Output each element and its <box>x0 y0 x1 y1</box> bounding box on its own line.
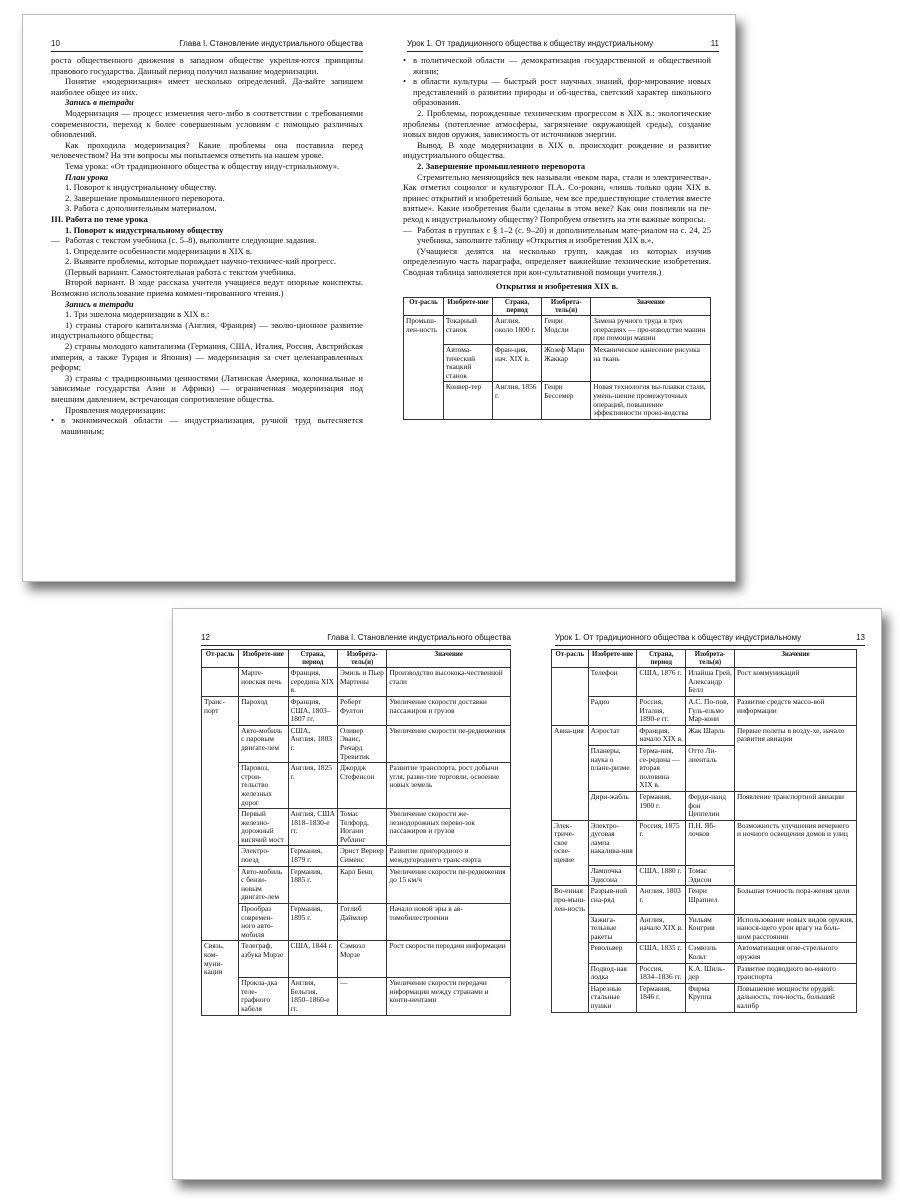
inventor-cell: Сэмюэл Морзе <box>337 941 386 978</box>
inventor-cell: Сэмюэль Кольт <box>686 943 735 963</box>
inventor-cell: А.С. По-пов, Гуль-ельмо Мар-кони <box>686 696 735 725</box>
page-text <box>201 649 511 1016</box>
text-paragraph: Запись в тетради <box>65 298 134 309</box>
chapter-title: Глава I. Становление индустриального общества <box>327 633 511 642</box>
table-row <box>552 866 857 886</box>
significance-cell: Большая точность пора-жения цели <box>734 886 856 914</box>
sector-cell: Транс-порт <box>202 696 239 725</box>
inventor-cell: Илайша Грей, Александр Белл <box>686 668 735 697</box>
country-cell: США, 1876 г. <box>637 668 686 697</box>
page-number: 12 <box>201 633 210 642</box>
country-cell: США, 1835 г. <box>637 943 686 963</box>
page-text <box>51 55 363 436</box>
invention-cell: Телеграф, азбука Морзе <box>239 941 288 978</box>
table-row <box>552 943 857 963</box>
page-11 <box>379 15 735 581</box>
country-cell: Россия, 1875 г. <box>637 820 686 865</box>
invention-cell: Нарезные стальные пушки <box>588 983 637 1012</box>
significance-cell: Увеличение скорости доставки пассажиров и грузов <box>387 696 511 725</box>
significance-cell: Производство высокока-чественной стали <box>387 668 511 697</box>
table-row <box>202 696 511 725</box>
text-paragraph: — Работая с текстом учебника (с. 5–8), выполните следующие задания. <box>51 235 363 246</box>
inventions-table <box>551 649 857 1013</box>
invention-cell: Авто-мобиль с бензи-новым двигате-лем <box>239 866 288 903</box>
invention-cell: Дири-жабль <box>588 791 637 820</box>
text-paragraph: Тема урока: «От традиционного общества к обществу инду-стриальному». <box>65 160 340 171</box>
inventor-cell: Томас Эдисон <box>686 866 735 886</box>
significance-cell: Первые полеты в возду-хе, начало развития авиации <box>734 725 856 745</box>
page-text <box>403 55 711 420</box>
inventor-cell: Эмиль и Пьер Мартены <box>337 668 386 697</box>
column-header: Изобрете-ние <box>239 650 288 668</box>
inventor-cell: Роберт Фултон <box>337 696 386 725</box>
sector-cell: Авиа-ция <box>552 725 589 745</box>
table-row <box>202 763 511 809</box>
text-paragraph: 2. Завершение промышленного переворота. <box>65 192 225 203</box>
top-spread <box>22 14 736 582</box>
inventor-cell: Генри Бессемер <box>542 382 591 419</box>
table-row <box>552 696 857 725</box>
significance-cell: Начало новой эры в ав-томобилестроении <box>387 904 511 941</box>
table-row <box>202 941 511 978</box>
column-header: Страна, период <box>637 650 686 668</box>
sector-cell <box>552 696 589 725</box>
country-cell: Англия, США 1818–1830-е гг. <box>288 809 337 846</box>
lesson-title: Урок 1. От традиционного общества к обществу индустриальному <box>555 633 802 642</box>
text-paragraph: III. Работа по теме урока <box>51 213 148 224</box>
text-paragraph: Понятие «модернизация» имеет несколько определений. Да-вайте запишем наиболее общее из них. <box>51 76 363 97</box>
text-paragraph: • в экономической области — индустриализация, ручной труд вытесняется машинным; <box>51 415 363 436</box>
inventor-cell: К.А. Шиль-дер <box>686 963 735 983</box>
table-row <box>552 791 857 820</box>
country-cell: США, Англия, 1803 г. <box>288 725 337 762</box>
invention-cell: Аэростат <box>588 725 637 745</box>
significance-cell: Увеличение скорости пе-редвижения до 15 км/ч <box>387 866 511 903</box>
significance-cell: Использование новых видов оружия, нанося-щего урон врагу на боль-шом расстоянии <box>734 914 856 943</box>
page-13 <box>527 609 881 1179</box>
bottom-spread <box>172 608 882 1180</box>
significance-cell <box>734 866 856 886</box>
invention-cell: Радио <box>588 696 637 725</box>
running-head <box>51 39 363 52</box>
column-header: Изобрета-тель(и) <box>686 650 735 668</box>
text-paragraph: Второй вариант. В ходе рассказа учителя учащиеся ведут опорные конспекты. Возможно использование приема коммен-тированного чтения.) <box>51 277 363 299</box>
significance-cell <box>734 745 856 791</box>
sector-cell <box>202 904 239 941</box>
sector-cell <box>404 345 444 382</box>
sector-cell <box>552 914 589 943</box>
column-header: Значение <box>387 650 511 668</box>
invention-cell: Лампочка Эдисона <box>588 866 637 886</box>
table-header-row <box>404 298 711 316</box>
inventor-cell: Генри Шрапнел <box>686 886 735 914</box>
country-cell: Франция, начало XIX в. <box>637 725 686 745</box>
invention-cell: Авто-мобиль с паровым двигате-лем <box>239 725 288 762</box>
significance-cell: Рост коммуникаций <box>734 668 856 697</box>
inventor-cell: Ферди-нанд фон Цеппелин <box>686 791 735 820</box>
sector-cell <box>552 745 589 791</box>
inventor-cell: Фирма Круппа <box>686 983 735 1012</box>
sector-cell <box>202 725 239 762</box>
table-row <box>202 668 511 697</box>
invention-cell: Зажига-тельные ракеты <box>588 914 637 943</box>
table-caption: Открытия и изобретения XIX в. <box>495 282 619 292</box>
column-header: Изобрета-тель(и) <box>337 650 386 668</box>
country-cell: Англия, 1803 г. <box>637 886 686 914</box>
country-cell: Германия, 1846 г. <box>637 983 686 1012</box>
table-row <box>404 382 711 419</box>
country-cell: Германия, 1900 г. <box>637 791 686 820</box>
inventor-cell: Уильям Конгрив <box>686 914 735 943</box>
significance-cell: Развитие подводного во-енного транспорта <box>734 963 856 983</box>
sector-cell <box>552 963 589 983</box>
inventor-cell: Томас Телфорд, Иоганн Реблинг <box>337 809 386 846</box>
invention-cell: Марте-новская печь <box>239 668 288 697</box>
sector-cell: Промыш-лен-ность <box>404 316 444 345</box>
country-cell: Франция, США, 1803–1807 гг. <box>288 696 337 725</box>
significance-cell: Увеличение скорости пе-редвижения <box>387 725 511 762</box>
text-paragraph: Как проходила модернизация? Какие проблемы она поставила перед человечеством? На эти вопросы мы попытаемся ответить на нашем уроке. <box>51 139 363 161</box>
invention-cell: Конвер-тер <box>443 382 492 419</box>
text-paragraph: Запись в тетради <box>65 97 134 108</box>
invention-cell: Электро-дуговая лампа накалива-ния <box>588 820 637 865</box>
inventor-cell: П.Н. Яб-лочков <box>686 820 735 865</box>
inventor-cell: Отто Ли-лиенталь <box>686 745 735 791</box>
inventor-cell: Готлиб Даймлер <box>337 904 386 941</box>
text-paragraph: 2. Выявите проблемы, которые порождает научно-техничес-кий прогресс. <box>65 256 337 267</box>
text-paragraph: роста общественного движения в западном обществе укрепля-ются принципы правового государства. Данный период получил название модернизации. <box>51 55 363 76</box>
table-row <box>202 809 511 846</box>
table-row <box>404 316 711 345</box>
column-header: Страна, период <box>288 650 337 668</box>
country-cell: Германия, 1885 г. <box>288 866 337 903</box>
page-number: 11 <box>710 39 719 48</box>
sector-cell: Во-енная про-мыш-лен-ность <box>552 886 589 914</box>
sector-cell <box>202 809 239 846</box>
country-cell: Германия, 1895 г. <box>288 904 337 941</box>
column-header: Изобрета-тель(и) <box>542 298 591 316</box>
column-header: От-расль <box>552 650 589 668</box>
sector-cell <box>202 978 239 1015</box>
column-header: От-расль <box>202 650 239 668</box>
sector-cell <box>552 943 589 963</box>
significance-cell: Увеличение скорости передачи информации между странами и конти-нентами <box>387 978 511 1015</box>
table-header-row <box>202 650 511 668</box>
country-cell: Англия, Бельгия, 1850–1860-е гг. <box>288 978 337 1015</box>
text-paragraph: 3. Работа с дополнительным материалом. <box>65 203 217 214</box>
sector-cell <box>404 382 444 419</box>
column-header: От-расль <box>404 298 444 316</box>
text-paragraph: Стремительно меняющийся век называли «веком пара, стали и электричества». Как отметил социолог и культуролог П.А. Со-рокин, «лишь только один XIX в. принес открытий и изобретений больше, чем все предшествующие столетия вместе взятые». Какие изобретения были сделаны в этом веке? Как они повлияли на пе-реход к индустриальному обществу? Попробуем ответить на эти важные вопросы. <box>403 171 711 224</box>
table-row <box>552 983 857 1012</box>
text-paragraph: 1. Определите особенности модернизации в XIX в. <box>65 245 253 256</box>
text-paragraph: Модернизация — процесс изменения чего-либо в соответствии с требованиями современности, переход к более совершенным условиям с помощью различных обновлений. <box>51 107 363 140</box>
invention-cell: Прокла-дка теле-графного кабеля <box>239 978 288 1015</box>
text-block <box>403 55 711 277</box>
significance-cell: Развитие средств массо-вой информации <box>734 696 856 725</box>
running-head <box>201 633 511 646</box>
invention-cell: Револьвер <box>588 943 637 963</box>
country-cell: Франция, середина XIX в. <box>288 668 337 697</box>
table-row <box>552 668 857 697</box>
invention-cell: Первый железно-дорожный висячий мост <box>239 809 288 846</box>
country-cell: Англия, 1825 г. <box>288 763 337 809</box>
significance-cell: Механическое нанесение рисунка на ткань <box>591 345 711 382</box>
sector-cell <box>202 763 239 809</box>
country-cell: США, 1880 г. <box>637 866 686 886</box>
invention-cell: Токарный станок <box>443 316 492 345</box>
text-paragraph: 1. Три эшелона модернизации в XIX в.: <box>65 309 210 320</box>
lesson-title: Урок 1. От традиционного общества к обществу индустриальному <box>407 39 654 48</box>
table-row <box>552 886 857 914</box>
page-text <box>551 649 857 1013</box>
inventor-cell: Эрнст Вернер Сименс <box>337 846 386 866</box>
page-12 <box>173 609 527 1179</box>
text-paragraph: 2. Завершение промышленного переворота <box>417 160 586 171</box>
text-paragraph: 1. Поворот к индустриальному обществу <box>65 224 224 235</box>
table-row <box>404 345 711 382</box>
table-header-row <box>552 650 857 668</box>
column-header: Страна, период <box>493 298 542 316</box>
significance-cell: Автоматизация огне-стрельного оружия <box>734 943 856 963</box>
table-row <box>202 725 511 762</box>
sector-cell <box>552 791 589 820</box>
country-cell: Англия, начало XIX в. <box>637 914 686 943</box>
text-paragraph: • в политической области — демократизация государственной и общественной жизни; <box>403 55 711 76</box>
sector-cell <box>202 866 239 903</box>
inventor-cell: Оливер Эванс, Ричард Тревитик <box>337 725 386 762</box>
inventor-cell: Джордж Стефенсон <box>337 763 386 809</box>
sector-cell <box>202 846 239 866</box>
invention-cell: Прообраз современ-ного авто-мобиля <box>239 904 288 941</box>
text-paragraph: План урока <box>65 171 109 182</box>
text-paragraph: • в области культуры — быстрый рост научных знаний, фор-мирование новых представлений о развитии природы и об-щества, светский характер школьного образования. <box>403 76 711 108</box>
country-cell: Германия, 1879 г. <box>288 846 337 866</box>
page-number: 10 <box>51 39 60 48</box>
table-row <box>202 978 511 1015</box>
text-paragraph: (Первый вариант. Самостоятельная работа с текстом учебника. <box>65 266 296 277</box>
significance-cell: Увеличение скорости же-лезнодорожных перево-зок пассажиров и грузов <box>387 809 511 846</box>
invention-cell: Пароход <box>239 696 288 725</box>
text-paragraph: 2. Проблемы, порожденные техническим прогрессом в XIX в.: экологические проблемы (потепление атмосферы, загрязнение окружающей среды), создание новых видов оружия, зависимость от источников энергии. <box>403 107 711 140</box>
running-head <box>407 39 719 52</box>
sector-cell: Связь, ком-муни-кации <box>202 941 239 978</box>
table-row <box>202 846 511 866</box>
text-paragraph: Проявления модернизации: <box>65 404 166 415</box>
invention-cell: Паровоз, строи-тельство железных дорог <box>239 763 288 809</box>
column-header: Значение <box>734 650 856 668</box>
invention-cell: Разрыв-ной сна-ряд <box>588 886 637 914</box>
sector-cell: Элек-триче-ское осве-щение <box>552 820 589 865</box>
table-row <box>552 725 857 745</box>
table-row <box>552 820 857 865</box>
significance-cell: Возможность улучшения вечернего и ночного освещения домов и улиц <box>734 820 856 865</box>
running-head <box>555 633 865 646</box>
table-row <box>552 914 857 943</box>
sector-cell <box>552 866 589 886</box>
significance-cell: Развитие пригородного и междугороднего транс-порта <box>387 846 511 866</box>
sector-cell <box>552 668 589 697</box>
text-paragraph: 1) страны старого капитализма (Англия, Франция) — эволю-ционное развитие индустриального общества; <box>51 319 363 341</box>
invention-cell: Подвод-ная лодка <box>588 963 637 983</box>
inventor-cell: Жак Шарль <box>686 725 735 745</box>
country-cell: Фран-ция, нач. XIX в. <box>493 345 542 382</box>
page-number: 13 <box>856 633 865 642</box>
significance-cell: Появление транспортной авиации <box>734 791 856 820</box>
text-paragraph: 1. Поворот к индустриальному обществу. <box>65 182 217 193</box>
column-header: Изобрете-ние <box>588 650 637 668</box>
invention-cell: Автома-тический ткацкий станок <box>443 345 492 382</box>
chapter-title: Глава I. Становление индустриального общества <box>179 39 363 48</box>
country-cell: Англия, 1856 г. <box>493 382 542 419</box>
invention-cell: Планеры, наука о плане-ризме <box>588 745 637 791</box>
inventor-cell: — <box>337 978 386 1015</box>
country-cell: Россия, 1834–1836 гг. <box>637 963 686 983</box>
country-cell: США, 1844 г. <box>288 941 337 978</box>
column-header: Изобрете-ние <box>443 298 492 316</box>
significance-cell: Новая технология вы-плавки стали, умень-шение промежуточных операций, повышение эффективности произ-водства <box>591 382 711 419</box>
inventions-table <box>201 649 511 1016</box>
table-row <box>202 904 511 941</box>
column-header: Значение <box>591 298 711 316</box>
table-row <box>552 963 857 983</box>
text-paragraph: 3) страны с традиционными ценностями (Латинская Америка, колониальные и зависимые государства Азии и Африки) — ограниченная модернизация под внешним давлением, встречающая сопротивление общества. <box>51 372 363 404</box>
sector-cell <box>202 668 239 697</box>
country-cell: Россия, Италия, 1890-е гг. <box>637 696 686 725</box>
inventor-cell: Карл Бенц <box>337 866 386 903</box>
page-10 <box>23 15 379 581</box>
country-cell: Англия, около 1800 г. <box>493 316 542 345</box>
significance-cell: Повышение мощности орудий: дальность, точ-ность, больший калибр <box>734 983 856 1012</box>
table-row <box>202 866 511 903</box>
text-paragraph: Вывод. В ходе модернизации в XIX в. происходит рождение и развитие индустриального общества. <box>403 139 711 161</box>
significance-cell: Развитие транспорта, рост добычи угля, разви-тие торговли, освоение новых земель <box>387 763 511 809</box>
invention-cell: Телефон <box>588 668 637 697</box>
text-paragraph: (Учащиеся делятся на несколько групп, каждая из которых изучив определенную часть параграфа, определяет важнейшие технические изобретения. Сводная таблица заполняется при кон-сультативной помощи учителя.) <box>403 245 711 277</box>
sector-cell <box>552 983 589 1012</box>
text-paragraph: — Работая в группах с § 1–2 (с. 9–20) и дополнительным мате-риалом на с. 24, 25 учебника, заполните таблицу «Открытия и изобретения XIX в.». <box>403 225 711 246</box>
country-cell: Герма-ния, се-редина — вторая половина XIX в. <box>637 745 686 791</box>
significance-cell: Замена ручного труда в трех операциях — про-изводство машин при помощи машин <box>591 316 711 345</box>
invention-cell: Электро-поезд <box>239 846 288 866</box>
text-paragraph: 2) страны молодого капитализма (Германия, США, Италия, Россия, Австрийская империя, а также Турция и Япония) — модернизация за счет целенаправленных реформ; <box>51 341 363 373</box>
table-row <box>552 745 857 791</box>
significance-cell: Рост скорости передачи информации <box>387 941 511 978</box>
inventions-table <box>403 297 711 420</box>
inventor-cell: Генри Модсли <box>542 316 591 345</box>
inventor-cell: Жозеф Мари Жаккар <box>542 345 591 382</box>
